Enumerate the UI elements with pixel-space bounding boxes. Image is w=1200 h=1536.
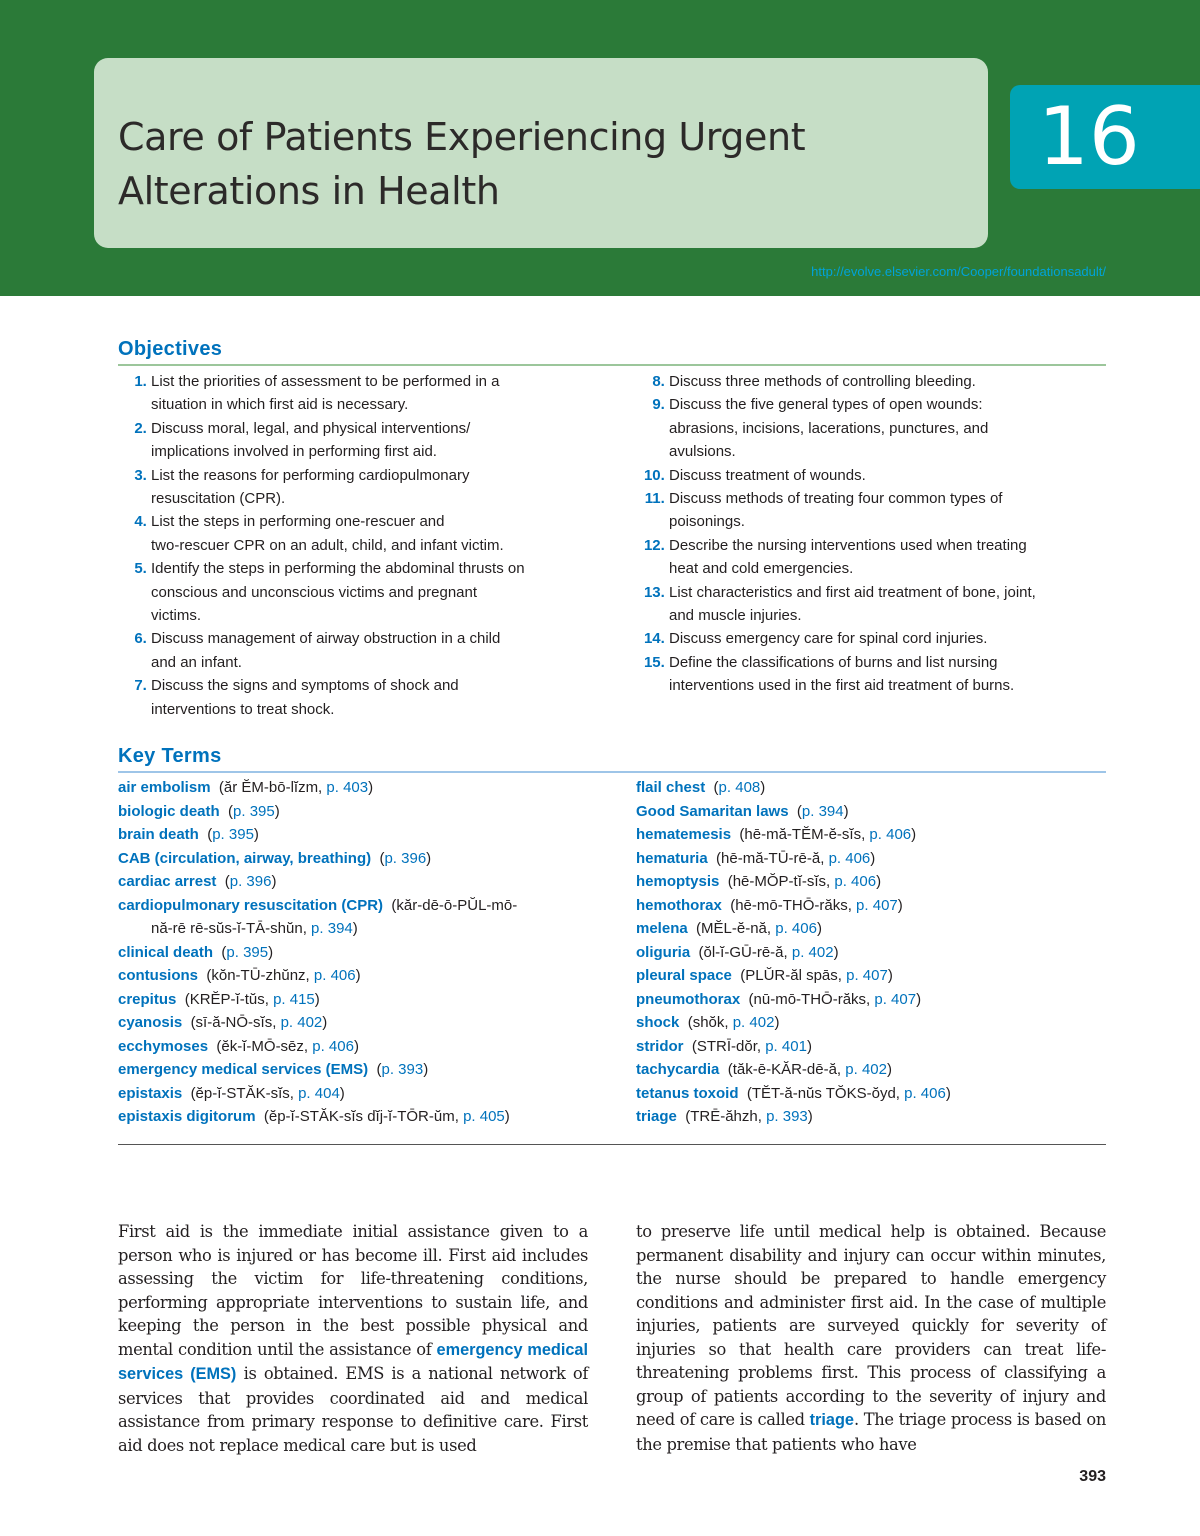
key-term: [636, 894, 1116, 918]
key-term-close: ): [833, 943, 839, 961]
key-term-close: ): [368, 779, 374, 796]
key-term-word[interactable]: shock: [636, 1014, 680, 1031]
objective-text: [669, 651, 1014, 698]
key-term-close: ): [897, 896, 903, 914]
objective-number: 3.: [134, 466, 147, 484]
objective-item: [118, 557, 598, 627]
objective-line: Discuss the signs and symptoms of shock and: [151, 677, 459, 695]
objectives-rule: [118, 364, 1106, 366]
objective-text: [669, 487, 1002, 534]
key-term: [636, 870, 1116, 894]
objective-item: [118, 510, 598, 557]
objective-number: 2.: [134, 419, 147, 437]
key-term-page-ref[interactable]: p. 393: [766, 1108, 808, 1125]
body-right-part1: to preserve life until medical help is obtained. Because permanent disability and injury can occur within minutes, the nurse should be prepared to handle emergency conditions and administer first aid. In the case of multiple injuries, patients are surveyed quickly for severity of injuries so that health care providers can treat life-threatening problems first. This process of classifying a group of patients according to the severity of injury and need of care is called: [636, 1222, 1106, 1429]
objective-number: 10.: [643, 466, 665, 484]
key-term-page-ref[interactable]: p. 393: [381, 1061, 424, 1078]
key-term: [118, 1082, 598, 1106]
key-term-page-ref[interactable]: p. 406: [312, 1037, 354, 1055]
key-term: [118, 776, 598, 800]
key-term-pronunciation: (TRĒ-ăhzh,: [685, 1108, 767, 1125]
objective-line: Describe the nursing interventions used when treating: [669, 536, 1027, 554]
key-term-close: ): [806, 1037, 812, 1055]
key-term-pronunciation: (: [376, 1061, 382, 1078]
key-term-pronunciation: (: [228, 802, 234, 820]
key-term-pronunciation: (MĔL-ĕ-nă,: [696, 920, 776, 937]
body-left-part1: First aid is the immediate initial assistance given to a person who is injured or has become ill. First aid includes assessing the victim for life-threatening conditions, performing appropriate interventions to sustain life, and keeping the person in the best possible physical and mental condition until the assistance of: [118, 1222, 588, 1359]
key-term-pronunciation: (hē-mă-TĔM-ĕ-sĭs,: [739, 826, 870, 843]
objective-item: [636, 393, 1116, 463]
key-term-word[interactable]: cardiopulmonary resuscitation (CPR): [118, 896, 384, 914]
key-term-page-ref[interactable]: p. 396: [384, 849, 427, 867]
key-term-page-ref[interactable]: p. 395: [233, 802, 275, 820]
key-term: [118, 847, 598, 871]
key-term-pronunciation: (sī-ă-NŌ-sĭs,: [190, 1014, 281, 1031]
key-term-pronunciation: (hē-mă-TŪ-rē-ă,: [716, 849, 829, 867]
body-text-right: [636, 1220, 1106, 1456]
chapter-number-tab: [1010, 85, 1200, 189]
key-term-page-ref[interactable]: p. 394: [311, 920, 353, 937]
objective-item: [636, 487, 1116, 534]
key-term-pronunciation: (: [379, 849, 385, 867]
key-term-page-ref[interactable]: p. 406: [775, 920, 817, 937]
objective-number: 8.: [652, 373, 665, 390]
key-term-close: ): [843, 802, 849, 820]
key-term-page-ref[interactable]: p. 396: [229, 873, 272, 890]
key-term-close: ): [271, 873, 277, 890]
objective-line: List characteristics and first aid treatment of bone, joint,: [669, 583, 1036, 601]
key-term-page-ref[interactable]: p. 404: [298, 1084, 340, 1102]
key-terms-right-column: [636, 776, 1116, 1129]
key-term-close: ): [887, 1061, 892, 1078]
key-terms-left-column: [118, 776, 598, 1129]
objective-line: Define the classifications of burns and list nursing: [669, 653, 998, 671]
objective-text: [151, 464, 470, 511]
key-term-close: ): [916, 990, 922, 1008]
key-term-close: ): [268, 943, 274, 961]
objective-line: abrasions, incisions, lacerations, punctures, and: [669, 419, 989, 437]
objective-item: [118, 674, 598, 721]
key-term-close: ): [807, 1108, 813, 1125]
key-term-word[interactable]: crepitus: [118, 990, 177, 1008]
objective-line: resuscitation (CPR).: [151, 490, 286, 508]
key-term: [636, 1035, 1116, 1059]
key-term: [118, 870, 598, 894]
objective-line: List the priorities of assessment to be performed in a: [151, 373, 500, 390]
chapter-banner: [0, 0, 1200, 296]
key-term: [118, 894, 598, 941]
objectives-left-column: [118, 370, 598, 721]
objective-line: Discuss management of airway obstruction in a child: [151, 630, 501, 648]
key-term-word[interactable]: biologic death: [118, 802, 220, 820]
key-term-close: ): [339, 1084, 345, 1102]
objective-line: and muscle injuries.: [669, 607, 802, 625]
key-term-pronunciation: (: [221, 943, 227, 961]
objective-item: [118, 417, 598, 464]
key-terms-rule: [118, 771, 1106, 773]
key-term-word[interactable]: stridor: [636, 1037, 684, 1055]
objective-line: avulsions.: [669, 443, 736, 461]
key-term: [118, 941, 598, 965]
chapter-title-line2: Alterations in Health: [118, 169, 500, 213]
key-term-pronunciation: (shŏk,: [687, 1014, 733, 1031]
chapter-title: [118, 110, 958, 218]
key-term: [118, 988, 598, 1012]
body-text-left: [118, 1220, 588, 1457]
key-term-close: ): [876, 873, 882, 890]
key-term-close: ): [870, 849, 876, 867]
key-term-pronunciation-cont: nă-rē rē-sŭs-ĭ-TĀ-shŭn,: [151, 920, 312, 937]
key-term-pronunciation: (kŏn-TŪ-zhŭnz,: [206, 967, 314, 984]
objective-number: 15.: [643, 653, 665, 671]
key-term-page-ref[interactable]: p. 406: [828, 849, 871, 867]
key-term-pronunciation: (STRĪ-dŏr,: [691, 1037, 766, 1055]
key-term-pronunciation: (nū-mō-THŌ-răks,: [748, 990, 875, 1008]
body-left-part2: is obtained. EMS is a national network of services that provides coordinated aid and medical assistance from primary response to definitive care. First aid does not replace medical care but is used: [118, 1364, 588, 1455]
objective-number: 14.: [643, 630, 665, 648]
key-term-word[interactable]: clinical death: [118, 943, 214, 961]
key-term-page-ref[interactable]: p. 406: [869, 826, 912, 843]
key-term-word[interactable]: CAB (circulation, airway, breathing): [118, 849, 372, 867]
objective-line: Discuss emergency care for spinal cord injuries.: [669, 630, 988, 648]
key-term-close: ): [322, 1014, 328, 1031]
objective-text: [151, 557, 525, 627]
objective-item: [118, 627, 598, 674]
key-term-page-ref[interactable]: p. 395: [212, 826, 254, 843]
key-term-page-ref[interactable]: p. 408: [718, 779, 761, 796]
key-term-close: ): [774, 1014, 780, 1031]
key-term-pronunciation: (KRĔP-ĭ-tŭs,: [184, 990, 274, 1008]
key-term-page-ref[interactable]: p. 415: [273, 990, 315, 1008]
objective-line: conscious and unconscious victims and pregnant: [151, 583, 478, 601]
key-term-close: ): [423, 1061, 429, 1078]
key-term-word[interactable]: ecchymoses: [118, 1037, 209, 1055]
objective-text: [151, 417, 470, 464]
objective-text: [151, 674, 459, 721]
objective-number: 5.: [134, 560, 147, 578]
objective-item: [636, 627, 1116, 650]
key-term-page-ref[interactable]: p. 406: [834, 873, 877, 890]
key-term-close: ): [945, 1084, 951, 1102]
key-term-pronunciation: (ŏl-ĭ-GŪ-rē-ă,: [698, 943, 792, 961]
key-term-page-ref[interactable]: p. 406: [904, 1084, 946, 1102]
key-term-page-ref[interactable]: p. 402: [845, 1061, 887, 1078]
objective-item: [636, 651, 1116, 698]
key-term-word[interactable]: melena: [636, 920, 688, 937]
key-term-word[interactable]: Good Samaritan laws: [636, 802, 789, 820]
objective-line: Discuss treatment of wounds.: [669, 466, 866, 484]
key-term: [118, 823, 598, 847]
key-term-word[interactable]: emergency medical services (EMS): [118, 1061, 369, 1078]
key-term-close: ): [353, 1037, 359, 1055]
key-term-close: ): [355, 967, 361, 984]
objective-item: [636, 581, 1116, 628]
key-term-word[interactable]: pleural space: [636, 967, 732, 984]
chapter-title-line1: Care of Patients Experiencing Urgent: [118, 115, 806, 159]
key-term-word[interactable]: air embolism: [118, 779, 211, 796]
objective-text: [669, 627, 987, 650]
page-number: 393: [1079, 1468, 1106, 1485]
key-term-close: ): [274, 802, 280, 820]
key-term-word[interactable]: hematuria: [636, 849, 708, 867]
title-box: [94, 58, 988, 248]
objectives-right-column: [636, 370, 1116, 698]
key-term-word[interactable]: pneumothorax: [636, 990, 741, 1008]
key-term: [636, 941, 1116, 965]
objective-line: implications involved in performing first aid.: [151, 443, 437, 461]
objective-item: [118, 370, 598, 417]
key-term: [636, 1082, 1116, 1106]
objective-line: heat and cold emergencies.: [669, 560, 854, 578]
key-term-page-ref[interactable]: p. 407: [846, 967, 888, 984]
objective-line: List the reasons for performing cardiopulmonary: [151, 466, 470, 484]
objective-line: Discuss methods of treating four common types of: [669, 490, 1003, 508]
objective-text: [151, 510, 504, 557]
key-term-word[interactable]: hemoptysis: [636, 873, 720, 890]
key-term-pronunciation: (kăr-dē-ō-PŬL-mō-: [391, 896, 518, 914]
key-term-page-ref[interactable]: p. 395: [226, 943, 269, 961]
key-term: [636, 823, 1116, 847]
objective-line: and an infant.: [151, 653, 242, 671]
key-term: [636, 964, 1116, 988]
key-term: [118, 1011, 598, 1035]
key-term: [118, 800, 598, 824]
objective-number: 13.: [643, 583, 665, 601]
objective-line: victims.: [151, 607, 201, 625]
objective-text: [669, 464, 866, 487]
key-term-page-ref[interactable]: p. 406: [313, 967, 356, 984]
key-term-close: ): [816, 920, 822, 937]
body-keyword-triage[interactable]: triage: [809, 1411, 854, 1429]
key-term: [636, 1058, 1116, 1082]
evolve-link[interactable]: http://evolve.elsevier.com/Cooper/foundationsadult/: [811, 264, 1106, 279]
key-term: [636, 1011, 1116, 1035]
objectives-heading: Objectives: [118, 338, 223, 360]
objective-number: 12.: [643, 536, 665, 554]
key-term-pronunciation: (ĕp-ĭ-STĂK-sĭs dĭj-ĭ-TŌR-ŭm,: [263, 1108, 464, 1125]
objective-number: 9.: [652, 396, 665, 414]
key-term: [636, 988, 1116, 1012]
key-term-pronunciation: (ăr ĔM-bō-lĭzm,: [218, 779, 327, 796]
objective-text: [669, 370, 976, 393]
key-term-close: ): [352, 920, 358, 937]
key-term-close: ): [426, 849, 432, 867]
chapter-number: 16: [1038, 90, 1140, 183]
key-term-pronunciation: (: [796, 802, 802, 820]
section-divider: [118, 1144, 1106, 1145]
objective-item: [636, 534, 1116, 581]
key-term-pronunciation: (hē-mō-THŌ-răks,: [730, 896, 857, 914]
key-term-word[interactable]: tetanus toxoid: [636, 1084, 739, 1102]
objective-line: Discuss the five general types of open wounds:: [669, 396, 983, 414]
objective-text: [151, 370, 500, 417]
key-term: [636, 800, 1116, 824]
objective-line: interventions to treat shock.: [151, 700, 335, 718]
key-term-word[interactable]: triage: [636, 1108, 677, 1125]
key-term-page-ref[interactable]: p. 403: [326, 779, 369, 796]
key-term: [118, 964, 598, 988]
body-right-part2: . The triage process is based on the premise that patients who have: [636, 1410, 1106, 1454]
objective-line: interventions used in the first aid treatment of burns.: [669, 677, 1015, 695]
key-term-pronunciation: (tăk-ē-KĂR-dē-ă,: [727, 1061, 846, 1078]
objective-line: Discuss moral, legal, and physical interventions/: [151, 419, 471, 437]
key-term: [118, 1058, 598, 1082]
objective-number: 1.: [134, 373, 147, 390]
key-term: [636, 917, 1116, 941]
key-term-pronunciation: (: [713, 779, 719, 796]
key-term: [118, 1105, 598, 1129]
key-term-continuation: [118, 917, 598, 941]
key-terms-heading: Key Terms: [118, 745, 222, 767]
key-term-close: ): [911, 826, 917, 843]
key-term-close: ): [314, 990, 320, 1008]
objective-item: [636, 370, 1116, 393]
key-term-close: ): [253, 826, 259, 843]
objective-line: poisonings.: [669, 513, 745, 531]
objective-line: situation in which first aid is necessary.: [151, 396, 409, 414]
key-term-word[interactable]: cardiac arrest: [118, 873, 217, 890]
key-term-pronunciation: (TĔT-ă-nŭs TŎKS-ŏyd,: [746, 1084, 905, 1102]
objective-number: 11.: [644, 490, 665, 508]
objective-line: Identify the steps in performing the abdominal thrusts on: [151, 560, 525, 578]
key-term-word[interactable]: contusions: [118, 967, 199, 984]
key-term-pronunciation: (: [207, 826, 213, 843]
key-term-page-ref[interactable]: p. 394: [801, 802, 844, 820]
key-term-close: ): [760, 779, 766, 796]
key-term-pronunciation: (PLŬR-ăl spās,: [740, 967, 847, 984]
key-term-page-ref[interactable]: p. 407: [856, 896, 898, 914]
key-term-word[interactable]: brain death: [118, 826, 199, 843]
objective-number: 6.: [134, 630, 147, 648]
key-term-word[interactable]: epistaxis: [118, 1084, 183, 1102]
objective-text: [669, 393, 988, 463]
key-term-page-ref[interactable]: p. 407: [874, 990, 917, 1008]
key-term-word[interactable]: cyanosis: [118, 1014, 183, 1031]
objective-number: 4.: [134, 513, 147, 531]
key-term-word[interactable]: flail chest: [636, 779, 706, 796]
objective-number: 7.: [134, 677, 147, 695]
key-term: [636, 776, 1116, 800]
key-term-word[interactable]: epistaxis digitorum: [118, 1108, 256, 1125]
key-term-pronunciation: (: [224, 873, 230, 890]
key-term-page-ref[interactable]: p. 405: [463, 1108, 505, 1125]
key-term-pronunciation: (ĕp-ĭ-STĂK-sĭs,: [190, 1084, 299, 1102]
objective-text: [669, 581, 1036, 628]
key-term-word[interactable]: oliguria: [636, 943, 691, 961]
body-keyword-ems[interactable]: emergency medical services (EMS): [118, 1340, 588, 1383]
key-term-pronunciation: (hē-MŎP-tĭ-sĭs,: [727, 873, 835, 890]
key-term: [636, 847, 1116, 871]
key-term-word[interactable]: hemothorax: [636, 896, 722, 914]
key-term-close: ): [504, 1108, 510, 1125]
key-term-page-ref[interactable]: p. 402: [732, 1014, 775, 1031]
objective-line: List the steps in performing one-rescuer and: [151, 513, 445, 531]
key-term-page-ref[interactable]: p. 401: [765, 1037, 807, 1055]
objective-line: two-rescuer CPR on an adult, child, and infant victim.: [151, 536, 504, 554]
key-term-close: ): [887, 967, 893, 984]
key-term-page-ref[interactable]: p. 402: [280, 1014, 323, 1031]
key-term-page-ref[interactable]: p. 402: [791, 943, 834, 961]
key-term-pronunciation: (ĕk-ĭ-MŌ-sēz,: [216, 1037, 313, 1055]
key-term-word[interactable]: tachycardia: [636, 1061, 720, 1078]
key-term: [636, 1105, 1116, 1129]
objective-item: [118, 464, 598, 511]
objective-text: [669, 534, 1027, 581]
objective-text: [151, 627, 500, 674]
objective-item: [636, 464, 1116, 487]
key-term: [118, 1035, 598, 1059]
objective-line: Discuss three methods of controlling bleeding.: [669, 373, 976, 390]
key-term-word[interactable]: hematemesis: [636, 826, 732, 843]
